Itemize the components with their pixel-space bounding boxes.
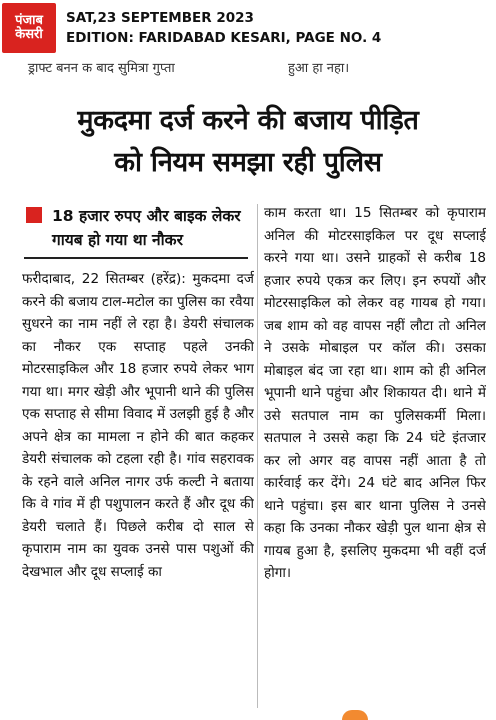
clipped-text-left: ड्राफ्ट बनन क बाद सुमित्रा गुप्ता bbox=[28, 61, 175, 76]
subheadline-block bbox=[20, 204, 248, 252]
edition-meta bbox=[66, 8, 381, 48]
subheadline-rule bbox=[24, 257, 248, 259]
logo-line-2: केसरी bbox=[15, 27, 43, 42]
clipped-text-right: हुआ हा नहा। bbox=[288, 61, 350, 76]
left-column-text: फरीदाबाद, 22 सितम्बर (हरेंद्र): मुकदमा दर्ज करने की बजाय टाल-मटोल का पुलिस का रवैया सुधरने का नाम नहीं ले रहा है। डेयरी संचालक का नौकर एक सप्ताह पहले उनकी मोटरसाइकिल और 18 हजार रुपये लेकर भाग गया था। मगर खेड़ी और भूपानी थाने की पुलिस एक सप्ताह से सीमा विवाद में उलझी हुई है और अपने क्षेत्र का मामला न होने की बात कहकर डेयरी संचालक को टहला रही है। गांव सहरावक के रहने वाले अनिल नागर उर्फ कल्टी ने बताया कि वे गांव में ही पशुपालन करते हैं और दूध की डेयरी चलाते हैं। पिछले करीब दो साल से कृपाराम नाम का युवक उनसे पास पशुओं की देखभाल और दूध सप्लाई का bbox=[22, 271, 254, 580]
article-headline bbox=[0, 100, 496, 184]
orange-clipped-graphic bbox=[342, 710, 368, 720]
punjab-kesari-logo bbox=[2, 3, 56, 53]
article-column-left bbox=[22, 268, 254, 712]
clipped-previous-article bbox=[0, 56, 496, 78]
page-header bbox=[0, 0, 496, 56]
headline-line-2: को नियम समझा रही पुलिस bbox=[114, 147, 382, 178]
red-square-bullet bbox=[26, 207, 42, 223]
subheadline: 18 हजार रुपए और बाइक लेकर गायब हो गया था नौकर bbox=[52, 207, 241, 249]
logo-line-1: पंजाब bbox=[15, 13, 43, 29]
right-column-text: काम करता था। 15 सितम्बर को कृपाराम अनिल की मोटरसाइकिल पर दूध सप्लाई करने गया था। उसने ग्राहकों से करीब 18 हजार रुपये एकत्र कर लिए। इन रुपयों और मोटरसाइकिल को लेकर वह गायब हो गया। जब शाम को वह वापस नहीं लौटा तो अनिल ने उसके मोबाइल पर कॉल की। उसका मोबाइल बंद जा रहा था। शाम को ही अनिल भूपानी थाने पहुंचा और शिकायत दी। थाने में उसे सतपाल नाम का पुलिसकर्मी मिला। सतपाल ने उससे कहा कि 24 घंटे इंतजार कर लो अगर वह वापस नहीं आता है तो कार्रवाई कर देंगे। 24 घंटे बाद अनिल फिर थाने पहुंचा। इस बार थाना पुलिस ने उनसे कहा कि उनका नौकर खेड़ी पुल थाना क्षेत्र से गायब हुआ है, इसलिए मुकदमा भी वहीं दर्ज होगा। bbox=[264, 205, 486, 581]
edition-line: EDITION: FARIDABAD KESARI, PAGE NO. 4 bbox=[66, 30, 382, 46]
article-column-right bbox=[264, 202, 486, 670]
date-line: SAT,23 SEPTEMBER 2023 bbox=[66, 10, 254, 26]
column-divider bbox=[257, 204, 258, 708]
headline-line-1: मुकदमा दर्ज करने की बजाय पीड़ित bbox=[77, 105, 419, 136]
